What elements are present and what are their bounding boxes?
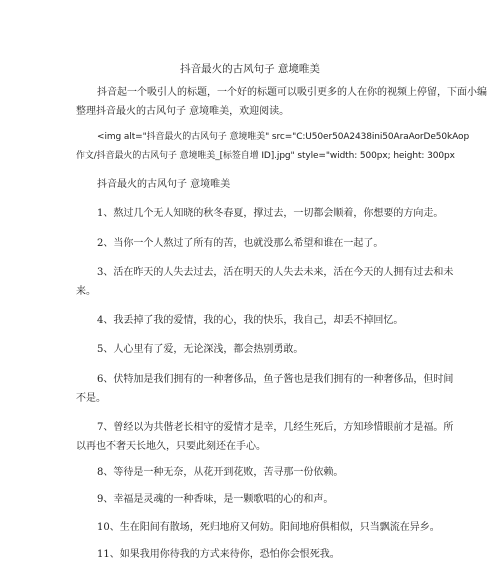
list-item-line-1: 8、等待是一种无奈，从花开到花败，苦寻那一份依赖。	[97, 467, 344, 478]
list-item-line-1: 6、伏特加是我们拥有的一种奢侈品，鱼子酱也是我们拥有的一种奢侈品，但时间	[97, 374, 454, 385]
list-item	[76, 518, 440, 537]
list-item-line-2: 来。	[76, 286, 96, 297]
list-item-line-1: 1、熬过几个无人知晓的秋冬春夏，撑过去，一切都会顺着，你想要的方向走。	[97, 208, 444, 219]
list-item	[76, 204, 444, 223]
list-item	[76, 545, 424, 564]
list-item	[76, 370, 454, 408]
intro-line-2: 整理抖音最火的古风句子 意境唯美，欢迎阅读。	[76, 106, 290, 117]
image-code-paragraph	[76, 128, 470, 166]
list-item-line-1: 11、如果我用你待我的方式来待你，恐怕你会恨死我。	[97, 549, 340, 560]
subtitle-text: 抖音最火的古风句子 意境唯美	[97, 179, 231, 190]
list-item	[76, 311, 424, 330]
list-item	[76, 263, 454, 301]
list-item-line-1: 5、人心里有了爱，无论深浅，都会热别勇敢。	[97, 344, 304, 355]
list-item	[76, 463, 424, 482]
intro-paragraph	[76, 83, 487, 121]
list-item	[76, 490, 424, 509]
list-item-line-1: 2、当你一个人熬过了所有的苦，也就没那么希望和谁在一起了。	[97, 238, 384, 249]
list-item	[76, 418, 454, 456]
list-item-line-2: 以再也不奢天长地久，只要此刻还在手心。	[76, 441, 266, 452]
list-item-line-1: 3、活在昨天的人失去过去，活在明天的人失去未来，活在今天的人拥有过去和未	[97, 267, 454, 278]
list-item-line-2: 不是。	[76, 393, 106, 404]
image-code-line-1: <img alt="抖音最火的古风句子 意境唯美" src="C:U50er50A2438ini50AraAorDe50kAop	[97, 132, 470, 142]
intro-line-1: 抖音起一个吸引人的标题，一个好的标题可以吸引更多的人在你的视频上停留，下面小编	[97, 87, 487, 98]
list-item-line-1: 7、曾经以为共偕老长相守的爱情才是幸，几经生死后，方知珍惜眼前才是福。所	[97, 422, 454, 433]
list-item-line-1: 10、生在阳间有散场，死归地府又何妨。阳间地府俱相似，只当飘流在异乡。	[97, 522, 440, 533]
document-title: 抖音最火的古风句子 意境唯美	[180, 63, 320, 75]
list-item	[76, 234, 424, 253]
image-code-line-2: 作文/抖音最火的古风句子 意境唯美_[标签自增 ID].jpg" style="width: 500px; height: 300px	[76, 151, 455, 161]
list-item	[76, 340, 424, 359]
list-item-line-1: 9、幸福是灵魂的一种香味，是一颗歌唱的心的和声。	[97, 494, 334, 505]
list-item-line-1: 4、我丢掉了我的爱情，我的心，我的快乐，我自己，却丢不掉回忆。	[97, 315, 404, 326]
subtitle	[76, 175, 424, 194]
